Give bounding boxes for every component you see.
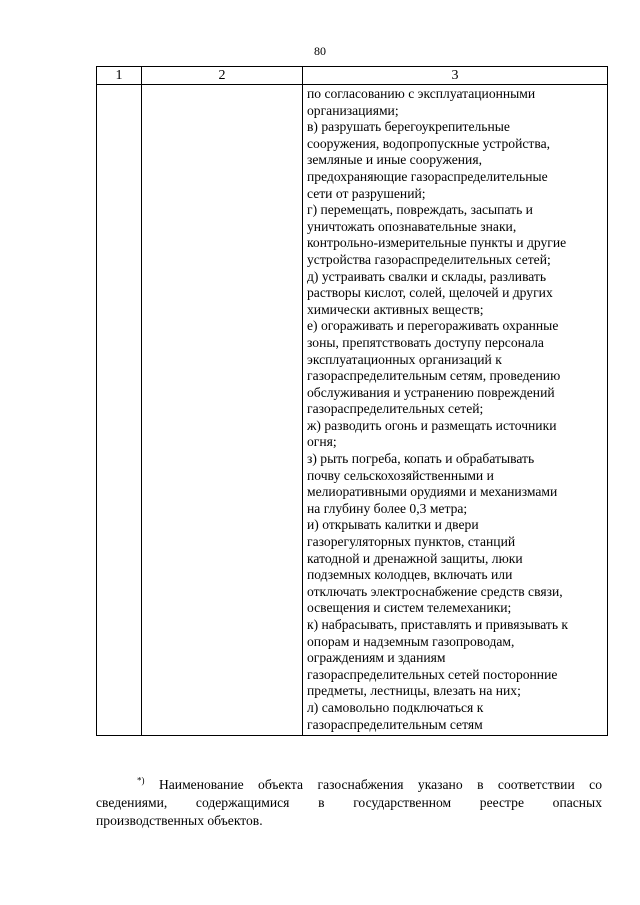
text-line: устройства газораспределительных сетей; — [307, 251, 551, 267]
text-line: предохраняющие газораспределительные — [307, 168, 548, 184]
text-line: предметы, лестницы, влезать на них; — [307, 683, 521, 699]
table-cell-column-3 — [303, 85, 608, 736]
table-header-row — [97, 67, 608, 85]
text-line: газораспределительным сетям, проведению — [307, 368, 561, 384]
footnote — [96, 775, 602, 830]
footnote-line-3: производственных объектов. — [96, 813, 263, 828]
text-line: почву сельскохозяйственными и — [307, 467, 494, 483]
text-line: сооружения, водопропускные устройства, — [307, 135, 551, 151]
text-line: подземных колодцев, включать или — [307, 567, 513, 583]
footnote-marker: *) — [137, 775, 145, 786]
footnote-line-1 — [112, 776, 602, 794]
text-line: катодной и дренажной защиты, люки — [307, 550, 523, 566]
text-line: мелиоративными орудиями и механизмами — [307, 484, 558, 500]
text-line: растворы кислот, солей, щелочей и других — [307, 285, 553, 301]
text-line: обслуживания и устранению повреждений — [307, 384, 555, 400]
text-line: по согласованию с эксплуатационными — [307, 86, 536, 101]
text-line: л) самовольно подключаться к — [307, 699, 484, 715]
text-line: эксплуатационных организаций к — [307, 351, 502, 367]
text-line: и) открывать калитки и двери — [307, 517, 479, 533]
column-header-2: 2 — [142, 67, 303, 85]
text-line: освещения и систем телемеханики; — [307, 600, 512, 616]
column-header-3: 3 — [303, 67, 608, 85]
table-cell-column-2 — [142, 85, 303, 736]
text-line: уничтожать опознавательные знаки, — [307, 218, 517, 234]
text-line: ограждениям и зданиям — [307, 650, 446, 666]
text-line: на глубину более 0,3 метра; — [307, 500, 468, 516]
footnote-text-1: Наименование объекта газоснабжения указано в соответствии со — [158, 777, 602, 792]
column-3-text — [303, 85, 607, 735]
text-line: газораспределительным сетям — [307, 716, 483, 732]
text-line: газорегуляторных пунктов, станций — [307, 534, 516, 550]
text-line: к) набрасывать, приставлять и привязывать к — [307, 617, 569, 632]
text-line: ж) разводить огонь и размещать источники — [307, 417, 557, 433]
text-line: земляные и иные сооружения, — [307, 152, 482, 168]
requirements-table — [96, 66, 608, 736]
text-line: отключать электроснабжение средств связи, — [307, 583, 563, 599]
page-number: 80 — [314, 44, 326, 58]
text-line: огня; — [307, 434, 337, 450]
text-line: газораспределительных сетей; — [307, 401, 484, 417]
text-line: газораспределительных сетей посторонние — [307, 666, 558, 682]
text-line: е) огораживать и перегораживать охранные — [307, 318, 559, 334]
text-line: организациями; — [307, 102, 399, 118]
text-line: з) рыть погреба, копать и обрабатывать — [307, 451, 535, 467]
footnote-line-2: сведениями, содержащимися в государственном реестре опасных — [96, 795, 602, 810]
table-row — [97, 85, 608, 736]
column-header-1: 1 — [97, 67, 142, 85]
text-line: опорам и надземным газопроводам, — [307, 633, 515, 649]
text-line: д) устраивать свалки и склады, разливать — [307, 268, 547, 284]
text-line: сети от разрушений; — [307, 185, 426, 201]
text-line: г) перемещать, повреждать, засыпать и — [307, 202, 533, 218]
text-line: в) разрушать берегоукрепительные — [307, 119, 510, 135]
table-cell-column-1 — [97, 85, 142, 736]
text-line: зоны, препятствовать доступу персонала — [307, 334, 544, 350]
text-line: контрольно-измерительные пункты и другие — [307, 235, 567, 251]
text-line: химически активных веществ; — [307, 301, 484, 317]
